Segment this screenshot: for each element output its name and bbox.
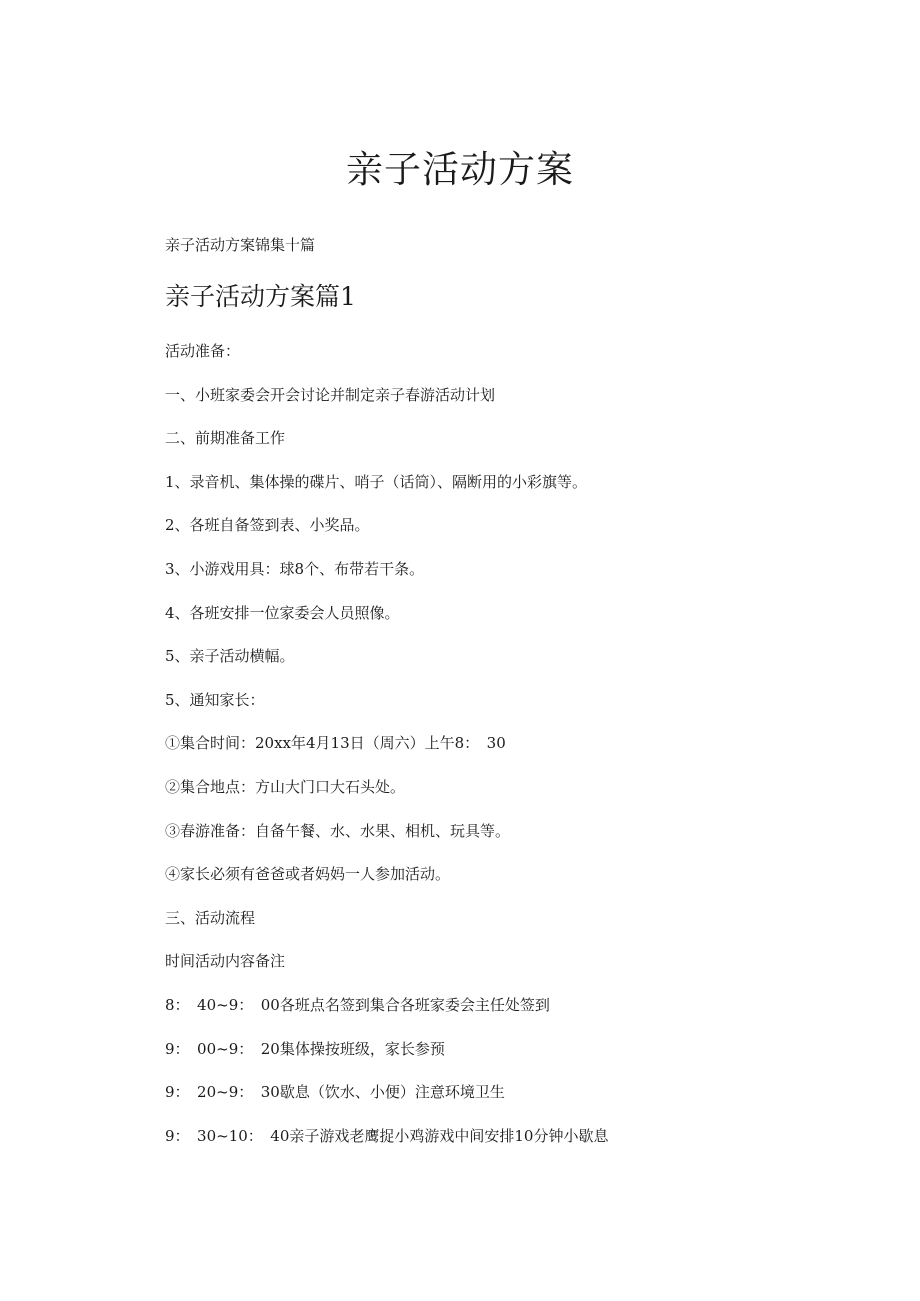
section-heading: 亲子活动方案篇1 <box>165 282 356 311</box>
text-line: ①集合时间：20xx年4月13日（周六）上午8： 30 <box>165 734 506 753</box>
text-line: 2、各班自备签到表、小奖品。 <box>165 516 370 535</box>
text-line: 5、亲子活动横幅。 <box>165 647 295 666</box>
text-line: 活动准备： <box>165 342 241 360</box>
text-line: 5、通知家长： <box>165 690 265 709</box>
body-text <box>165 338 865 1166</box>
text-line: 9： 30~10： 40亲子游戏老鹰捉小鸡游戏中间安排10分钟小歇息 <box>165 1126 609 1145</box>
text-line: ③春游准备：自备午餐、水、水果、相机、玩具等。 <box>165 821 511 840</box>
text-line: 4、各班安排一位家委会人员照像。 <box>165 603 400 622</box>
text-line: ④家长必须有爸爸或者妈妈一人参加活动。 <box>165 865 451 884</box>
text-line: 1、录音机、集体操的碟片、哨子（话筒）、隔断用的小彩旗等。 <box>165 472 588 491</box>
text-line: ②集合地点：方山大门口大石头处。 <box>165 777 406 796</box>
text-line: 一、小班家委会开会讨论并制定亲子春游活动计划 <box>165 385 496 404</box>
text-line: 9： 00~9： 20集体操按班级，家长参预 <box>165 1039 445 1058</box>
text-line: 时间活动内容备注 <box>165 952 286 971</box>
text-line: 二、前期准备工作 <box>165 429 286 448</box>
text-line: 3、小游戏用具：球8个、布带若干条。 <box>165 559 425 578</box>
document-title: 亲子活动方案 <box>346 148 574 191</box>
text-line: 9： 20~9： 30歇息（饮水、小便）注意环境卫生 <box>165 1083 505 1102</box>
text-line: 三、活动流程 <box>165 908 256 927</box>
document-subtitle: 亲子活动方案锦集十篇 <box>165 236 316 254</box>
text-line: 8： 40~9： 00各班点名签到集合各班家委会主任处签到 <box>165 995 550 1014</box>
